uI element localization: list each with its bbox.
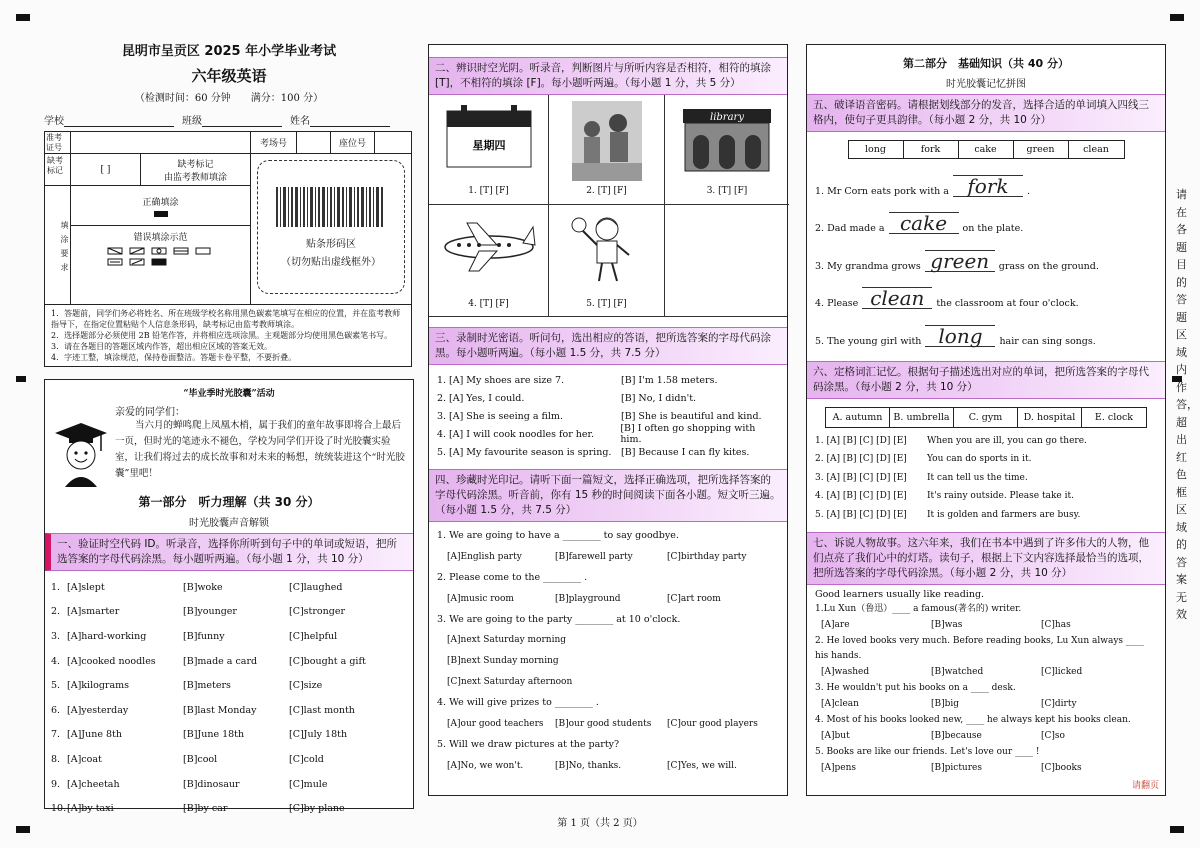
handwritten-answer[interactable]: cake <box>889 212 959 234</box>
option-b[interactable]: [B]watched <box>931 667 984 677</box>
option-b[interactable]: [B] I'm 1.58 meters. <box>621 374 718 386</box>
section6-wordbank <box>807 407 1165 428</box>
question-row <box>437 389 779 407</box>
option-b[interactable]: [B]June 18th <box>183 729 245 741</box>
section6-items <box>807 428 1165 529</box>
section4-header: 四、珍藏时光印记。请听下面一篇短文，选择正确选项，把所选择答案的字母代码涂黑。听音前，你有 15 秒的时间阅读下面各小题。短文听三遍。（每小题 1.5 分，共 7.5 分） <box>429 469 787 522</box>
instructions <box>45 304 411 366</box>
option-a[interactable]: [A] She is seeing a film. <box>449 410 563 422</box>
question-text: 4. Please <box>815 298 859 309</box>
option-b[interactable]: [B]cool <box>183 753 218 765</box>
picture-item <box>549 205 665 317</box>
intro-text: 当六月的蝉鸣爬上凤凰木梢，属于我们的童年故事即将合上最后一页，但时光的笔迹永不褪色，学校为同学们开设了时光胶囊实验室，让我们将过去的成长故事和对未来的畅想，统统装进这个“时光胶囊”里吧！ <box>115 420 405 479</box>
option-b[interactable]: [B]next Sunday morning <box>447 656 559 666</box>
word-bank-item: B. umbrella <box>890 408 954 427</box>
name-field[interactable] <box>310 126 390 127</box>
question-row <box>51 575 407 600</box>
option-row <box>437 713 779 735</box>
library-icon <box>679 105 775 173</box>
question-row <box>437 443 779 461</box>
student-info-line <box>44 112 414 127</box>
option-b[interactable]: [B] Because I can fly kites. <box>621 446 750 458</box>
option-b[interactable]: [B]because <box>931 731 982 741</box>
exam-title: 昆明市呈贡区 2025 年小学毕业考试 <box>121 44 337 59</box>
word-bank-item: long <box>849 141 904 158</box>
option-c[interactable]: [C]cold <box>289 753 324 765</box>
option-c[interactable]: [C]has <box>1041 620 1071 630</box>
correct-fill-label: 正确填涂 <box>142 197 179 208</box>
instruction-item: 3．请在各题目的答题区域内作答，超出相应区域的答案无效。 <box>51 342 273 351</box>
school-label: 学校 <box>44 116 64 127</box>
question-number: 9. <box>51 778 61 790</box>
tf-option[interactable]: 2. [T] [F] <box>586 186 627 196</box>
question-row <box>51 624 407 649</box>
answer-options[interactable]: 5. [A] [B] [C] [D] [E] <box>815 509 907 520</box>
question-row <box>51 772 407 797</box>
registration-mark <box>1170 14 1184 21</box>
question-text: 2. Dad made a <box>815 223 885 234</box>
option-a[interactable]: [A]cheetah <box>67 778 120 790</box>
question-text: on the plate. <box>962 223 1024 234</box>
question-text: 1. Mr Corn eats pork with a <box>815 185 949 197</box>
option-a[interactable]: [A]music room <box>447 594 514 604</box>
option-a[interactable]: [A] My favourite season is spring. <box>449 446 612 458</box>
option-a[interactable]: [A]clean <box>821 699 859 709</box>
ticket-label: 准考证号 <box>45 132 71 153</box>
option-c[interactable]: [C]by plane <box>289 803 345 815</box>
question-row <box>815 506 1157 525</box>
part2-subtitle: 时光胶囊记忆拼图 <box>946 79 1026 90</box>
option-b[interactable]: [B]farewell party <box>555 552 633 562</box>
question-row <box>437 425 779 443</box>
ticket-number-field[interactable] <box>71 132 251 153</box>
absent-row <box>45 154 250 186</box>
option-c[interactable]: [C]helpful <box>289 630 338 642</box>
answer-options[interactable]: 4. [A] [B] [C] [D] [E] <box>815 491 907 502</box>
picture-item <box>665 95 789 205</box>
question-text: 4. Most of his books looked new, ____ he always kept his books clean. <box>815 715 1131 725</box>
page-footer: 第 1 页（共 2 页） <box>557 818 643 829</box>
option-a[interactable]: [A]smarter <box>67 606 120 618</box>
option-c[interactable]: [C]next Saturday afternoon <box>447 677 573 687</box>
absent-note: 缺考标记 <box>177 159 214 170</box>
option-c[interactable]: [C]July 18th <box>289 729 348 741</box>
option-c[interactable]: [C]birthday party <box>667 552 747 562</box>
option-a[interactable]: [A]coat <box>67 753 102 765</box>
option-c[interactable]: [C]last month <box>289 704 355 716</box>
photo-icon <box>572 101 642 181</box>
question-text: 4. We will give prizes to ________ . <box>437 697 599 708</box>
option-a[interactable]: [A]June 8th <box>67 729 122 741</box>
question-text: 5. Will we draw pictures at the party? <box>437 739 620 750</box>
question-number: 1. <box>51 581 61 593</box>
fill-in-row <box>815 278 1157 316</box>
question-text: 1.Lu Xun（鲁迅）____ a famous(著名的) writer. <box>815 604 1022 614</box>
tf-option[interactable]: 1. [T] [F] <box>468 186 509 196</box>
question-text: 2. Please come to the ________ . <box>437 572 588 583</box>
tf-option[interactable]: 5. [T] [F] <box>586 299 627 309</box>
question-text: 5. The young girl with <box>815 335 922 347</box>
picture-item <box>549 95 665 205</box>
question-number: 10. <box>51 803 67 815</box>
question-text: You can do sports in it. <box>927 454 1032 465</box>
fill-in-row <box>815 165 1157 203</box>
fill-in-row <box>815 203 1157 241</box>
question-text: . <box>1026 185 1030 197</box>
option-a[interactable]: [A]washed <box>821 667 870 677</box>
question-text: hair can sing songs. <box>999 335 1096 347</box>
question-text: When you are ill, you can go there. <box>927 435 1087 446</box>
section5-header: 五、破译语音密码。请根据划线部分的发音，选择合适的单词填入四线三格内，使句子更具韵律。（每小题 2 分，共 10 分） <box>807 94 1165 132</box>
question-number: 5. <box>437 446 447 458</box>
section3-items <box>429 365 787 467</box>
option-b[interactable]: [B]playground <box>555 594 621 604</box>
option-a[interactable]: [A]kilograms <box>67 680 129 692</box>
word-bank-item: clean <box>1083 144 1109 155</box>
option-b[interactable]: [B]pictures <box>931 763 982 773</box>
question-number: 1. <box>437 374 447 386</box>
option-b[interactable]: [B]made a card <box>183 655 258 667</box>
room-field[interactable] <box>297 132 331 153</box>
handwritten-answer[interactable]: green <box>925 250 995 272</box>
option-a[interactable]: [A]our good teachers <box>447 719 544 729</box>
right-column <box>806 44 1166 796</box>
option-b[interactable]: [B]meters <box>183 680 231 692</box>
registration-mark <box>16 14 30 21</box>
option-b[interactable]: [B] I often go shopping with him. <box>620 423 756 445</box>
option-a[interactable]: [A]cooked noodles <box>67 655 156 667</box>
registration-mark <box>16 376 26 382</box>
question-text: grass on the ground. <box>998 260 1099 272</box>
option-c[interactable]: [C]laughed <box>289 581 343 593</box>
time-info: （检测时间：60 分钟 满分：100 分） <box>134 93 324 104</box>
option-a[interactable]: [A]No, we won't. <box>447 761 524 771</box>
word-bank-item: cake <box>959 141 1014 158</box>
option-b[interactable]: [B]big <box>931 699 960 709</box>
section1-items <box>45 571 413 825</box>
fill-in-row <box>815 315 1157 353</box>
subject-title: 六年级英语 <box>191 67 267 85</box>
option-a[interactable]: [A]by taxi <box>67 803 114 815</box>
question-text: 3. My grandma grows <box>815 260 921 272</box>
section7-items <box>807 600 1165 779</box>
badminton-icon <box>567 211 647 283</box>
question-text: 1. We are going to have a ________ to say goodbye. <box>437 530 679 541</box>
class-field[interactable] <box>202 126 282 127</box>
question-text: 3. We are going to the party ________ at 10 o'clock. <box>437 614 681 625</box>
name-label: 姓名 <box>290 116 310 127</box>
option-c[interactable]: [C]our good players <box>667 719 758 729</box>
airplane-icon <box>439 217 539 277</box>
option-c[interactable]: [C]mule <box>289 778 328 790</box>
calendar-caption: 星期四 <box>472 139 506 152</box>
option-row <box>437 588 779 610</box>
option-a[interactable]: [A]hard-working <box>67 630 147 642</box>
word-bank-item: A. autumn <box>826 408 890 427</box>
option-b[interactable]: [B]last Monday <box>183 704 257 716</box>
word-bank-item: C. gym <box>954 408 1018 427</box>
option-b[interactable]: [B]woke <box>183 581 223 593</box>
option-a[interactable]: [A] My shoes are size 7. <box>449 374 565 386</box>
word-bank-item: E. clock <box>1094 411 1134 423</box>
option-b[interactable]: [B]funny <box>183 630 225 642</box>
section5-items <box>807 159 1165 359</box>
option-c[interactable]: [C]size <box>289 680 323 692</box>
question-text: the classroom at four o'clock. <box>936 298 1079 309</box>
handwritten-answer[interactable]: fork <box>953 175 1023 197</box>
option-c[interactable]: [C]art room <box>667 594 721 604</box>
question-text: It is golden and farmers are busy. <box>927 509 1081 520</box>
option-a[interactable]: [A]next Saturday morning <box>447 635 567 645</box>
side-note: 请在各题目的答题区域内作答，超出红色框区域的答案无效 <box>1176 188 1198 621</box>
wrong-fill-samples <box>106 246 216 268</box>
absent-note: 由监考教师填涂 <box>163 172 227 183</box>
instruction-item: 2．选择题部分必须使用 2B 铅笔作答，并将相应选项涂黑。主观题部分均使用黑色碳素笔书写。 <box>51 331 393 340</box>
class-label: 班级 <box>182 116 202 127</box>
question-text: It can tell us the time. <box>927 472 1028 483</box>
ticket-row <box>45 132 411 154</box>
question-text: 5. Books are like our friends. Let's love our ____ ! <box>815 747 1040 757</box>
activity-title: “毕业季时光胶囊”活动 <box>183 389 275 399</box>
section1-header: 一、验证时空代码 ID。听录音，选择你所听到句子中的单词或短语，把所选答案的字母代码涂黑。每小题听两遍。（每小题 1 分，共 10 分） <box>45 533 413 571</box>
section4-items <box>429 522 787 781</box>
picture-item <box>429 205 549 317</box>
option-a[interactable]: [A]pens <box>821 763 857 773</box>
option-b[interactable]: [B]our good students <box>555 719 652 729</box>
section2-header: 二、辨识时空光阴。听录音，判断图片与所听内容是否相符，相符的填涂 [T]，不相符的填涂 [F]。每小题听两遍。（每小题 1 分，共 5 分） <box>429 57 787 95</box>
question-text: It's rainy outside. Please take it. <box>927 491 1074 502</box>
part1-subtitle: 时光胶囊声音解锁 <box>189 518 269 529</box>
option-b[interactable]: [B] She is beautiful and kind. <box>621 410 762 422</box>
question-text: 3. He wouldn't put his books on a ____ desk. <box>815 683 1016 693</box>
option-row <box>815 664 1157 681</box>
seat-label: 座位号 <box>331 132 375 153</box>
answer-options[interactable]: 2. [A] [B] [C] [D] [E] <box>815 454 907 465</box>
picture-item <box>429 95 549 205</box>
question-number: 6. <box>51 704 61 716</box>
tf-option[interactable]: 3. [T] [F] <box>706 186 748 196</box>
question-row <box>815 432 1157 451</box>
question-number: 4. <box>437 428 447 440</box>
section3-header: 三、录制时光密语。听问句，选出相应的答语，把所选答案的字母代码涂黑。每小题听两遍。（每小题 1.5 分，共 7.5 分） <box>429 327 787 365</box>
instruction-item: 4．字迹工整，填涂规范，保持卷面整洁。答题卡卷平整，不要折叠。 <box>51 353 297 362</box>
question-number: 8. <box>51 753 61 765</box>
question-row <box>815 469 1157 488</box>
handwritten-answer[interactable]: clean <box>862 287 932 309</box>
part1-box <box>44 379 414 815</box>
option-c[interactable]: [C]books <box>1041 763 1082 773</box>
section6-header: 六、定格词汇记忆。根据句子描述选出对应的单词，把所选答案的字母代码涂黑。（每小题 2 分，共 10 分） <box>807 361 1165 399</box>
section7-intro: Good learners usually like reading. <box>815 589 985 600</box>
option-c[interactable]: [C]bought a gift <box>289 655 366 667</box>
fill-label: 填涂要求 <box>45 186 71 304</box>
school-field[interactable] <box>64 126 174 127</box>
answer-options[interactable]: 3. [A] [B] [C] [D] [E] <box>815 472 907 483</box>
left-column <box>44 40 414 815</box>
library-caption: library <box>710 112 744 123</box>
option-row <box>815 696 1157 713</box>
option-a[interactable]: [A]are <box>821 620 850 630</box>
question-number: 3. <box>437 410 447 422</box>
question-number: 5. <box>51 680 61 692</box>
question-row <box>51 747 407 772</box>
correct-fill-sample <box>154 211 168 217</box>
question-row <box>51 673 407 698</box>
option-c[interactable]: [C]dirty <box>1041 699 1077 709</box>
option-b[interactable]: [B]younger <box>183 606 237 618</box>
barcode-label: 贴条形码区 <box>306 238 356 250</box>
section2-pictures <box>429 95 787 317</box>
question-number: 7. <box>51 729 61 741</box>
question-row <box>51 698 407 723</box>
section7-header: 七、诉说人物故事。这六年来，我们在书本中遇到了许多伟大的人物，他们点亮了我们心中的灯塔。读句子，根据上下文内容选择最恰当的选项，把所选答案的字母代码涂黑。（每小题 2 分，共 10 分） <box>807 532 1165 585</box>
option-row <box>815 760 1157 777</box>
absent-checkbox[interactable]: [ ] <box>71 154 141 185</box>
question-number: 3. <box>51 630 61 642</box>
option-row <box>437 755 779 777</box>
option-b[interactable]: [B]dinosaur <box>183 778 240 790</box>
wrong-fill-label: 错误填涂示范 <box>133 233 188 243</box>
option-b[interactable]: [B]No, thanks. <box>555 761 622 771</box>
tf-option[interactable]: 4. [T] [F] <box>468 299 509 309</box>
option-b[interactable]: [B] No, I didn't. <box>621 392 697 404</box>
middle-column <box>428 44 788 796</box>
option-b[interactable]: [B]was <box>931 620 963 630</box>
option-a[interactable]: [A]but <box>821 731 850 741</box>
part1-title: 第一部分 听力理解（共 30 分） <box>138 495 320 509</box>
option-b[interactable]: [B]by car <box>183 803 228 815</box>
option-a[interactable]: [A] I will cook noodles for her. <box>448 428 595 440</box>
question-number: 2. <box>51 606 61 618</box>
next-page-mark: 请翻页 <box>1131 781 1159 791</box>
question-row <box>51 649 407 674</box>
fill-in-row <box>815 240 1157 278</box>
calendar-icon <box>439 103 539 173</box>
option-a[interactable]: [A]English party <box>447 552 522 562</box>
question-row <box>51 723 407 748</box>
barcode-icon <box>276 187 386 227</box>
option-c[interactable]: [C]licked <box>1041 667 1083 677</box>
question-text: 2. He loved books very much. Before reading books, Lu Xun always ____ his hands. <box>815 636 1144 661</box>
graduate-avatar-icon <box>51 419 111 489</box>
room-label: 考场号 <box>251 132 297 153</box>
part2-title: 第二部分 基础知识（共 40 分） <box>903 57 1069 70</box>
handwritten-answer[interactable]: long <box>925 325 995 347</box>
section5-wordbank <box>807 140 1165 159</box>
word-bank-item: green <box>1014 141 1069 158</box>
barcode-note: （切勿贴出虚线框外） <box>281 256 381 268</box>
answer-sheet-info-box <box>44 131 412 367</box>
question-row <box>51 600 407 625</box>
instruction-item: 1．答题前，同学们务必将姓名、所在班级学校名称用黑色碳素笔填写在相应的位置，并在监考教师指导下，在指定位置粘贴个人信息条形码，缺考标记由监考教师填涂。 <box>51 309 401 329</box>
option-c[interactable]: [C]stronger <box>289 606 345 618</box>
question-row <box>437 371 779 389</box>
option-a[interactable]: [A] Yes, I could. <box>449 392 525 404</box>
option-row <box>437 546 779 568</box>
absent-label: 缺考标记 <box>45 154 71 185</box>
question-number: 4. <box>51 655 61 667</box>
option-c[interactable]: [C]so <box>1041 731 1065 741</box>
question-number: 2. <box>437 392 447 404</box>
greeting: 亲爱的同学们： <box>115 407 185 418</box>
question-row <box>815 487 1157 506</box>
option-row <box>815 617 1157 634</box>
option-a[interactable]: [A]yesterday <box>67 704 129 716</box>
option-a[interactable]: [A]slept <box>67 581 105 593</box>
barcode-area <box>251 154 411 304</box>
option-row <box>815 728 1157 745</box>
word-bank-item: D. hospital <box>1018 408 1082 427</box>
word-bank-item: fork <box>904 141 959 158</box>
question-row <box>815 450 1157 469</box>
answer-options[interactable]: 1. [A] [B] [C] [D] [E] <box>815 435 907 446</box>
seat-field[interactable] <box>375 132 411 153</box>
option-c[interactable]: [C]Yes, we will. <box>667 761 737 771</box>
